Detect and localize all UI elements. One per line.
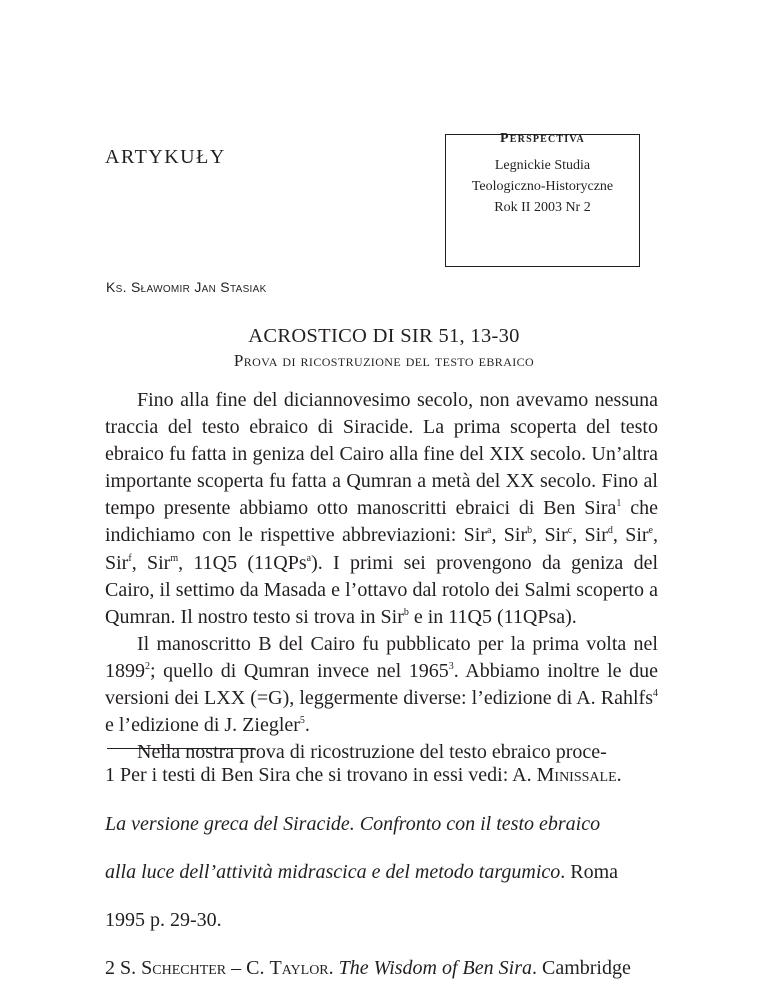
author: Ks. Sławomir Jan Stasiak [106, 279, 267, 295]
footnote-1-year: 1995 p. 29-30. [105, 909, 222, 931]
journal-info [446, 155, 639, 218]
footnote-ref: 2 [145, 660, 150, 672]
footnote-1-title: alla luce dell’attività midrascica e del metodo targumico. Roma [105, 861, 619, 883]
journal-name: Perspectiva [500, 131, 585, 146]
footnote-ref: 4 [653, 688, 658, 700]
footnote-2: 2 S. Schechter – C. Taylor. The Wisdom of Ben Sira. Cambridge [105, 957, 631, 979]
footnote-ref: 1 [616, 498, 622, 510]
paragraph: Nella nostra prova di ricostruzione del testo ebraico proce- [137, 741, 607, 764]
paragraph: Il manoscritto B del Cairo fu pubblicato per la prima volta nel 1899$^2$; quello di Qumran invece nel 1965$^3$. Abbiamo inoltre le due versioni dei LXX (=G), leggermente diverse: l’edizione di A. Rahlfs$^4$ e l’edizione di J. Ziegler$^5$. [105, 632, 658, 737]
footnote-1: 1 Per i testi di Ben Sira che si trovano in essi vedi: A. Minissale. [105, 764, 622, 786]
article-subtitle: Prova di ricostruzione del testo ebraico [233, 351, 535, 370]
footnote-1-title: La versione greca del Siracide. Confronto con il testo ebraico [105, 813, 601, 835]
journal-line: Legnickie Studia [494, 158, 591, 173]
footnote-ref: 3 [448, 660, 454, 672]
journal-box [445, 131, 640, 267]
section-label: ARTYKUŁY [105, 146, 226, 168]
journal-line: Teologiczno-Historyczne [471, 179, 614, 194]
article-title: ACROSTICO DI SIR 51, 13-30 [248, 325, 520, 347]
journal-line: Rok II 2003 Nr 2 [494, 200, 591, 215]
footnote-ref: 5 [299, 715, 305, 727]
footnote-rule [107, 748, 255, 749]
body-text [105, 387, 658, 766]
paragraph: Fino alla fine del diciannovesimo secolo, non avevamo nessuna traccia del testo ebraico di Siracide. La prima scoperta del testo ebraico fu fatta in geniza del Cairo alla fine del XIX secolo. Un’altra importante scoperta fu fatta a Qumran a metà del XX secolo. Fino al tempo presente abbiamo otto manoscritti ebraici di Ben Sira$^1$ che indichiamo con le rispettive abbreviazioni: Sir$^a$, Sir$^b$, Sir$^c$, Sir$^d$, Sir$^e$, Sir$^f$, Sir$^m$, 11Q5 (11QPs$^a$). I primi sei provengono da geniza del Cairo, il settimo da Masada e l’ottavo dal rotolo dei Salmi scoperto a Qumran. Il nostro testo si trova in Sir$^b$ e in 11Q5 (11QPsa). [105, 389, 659, 628]
